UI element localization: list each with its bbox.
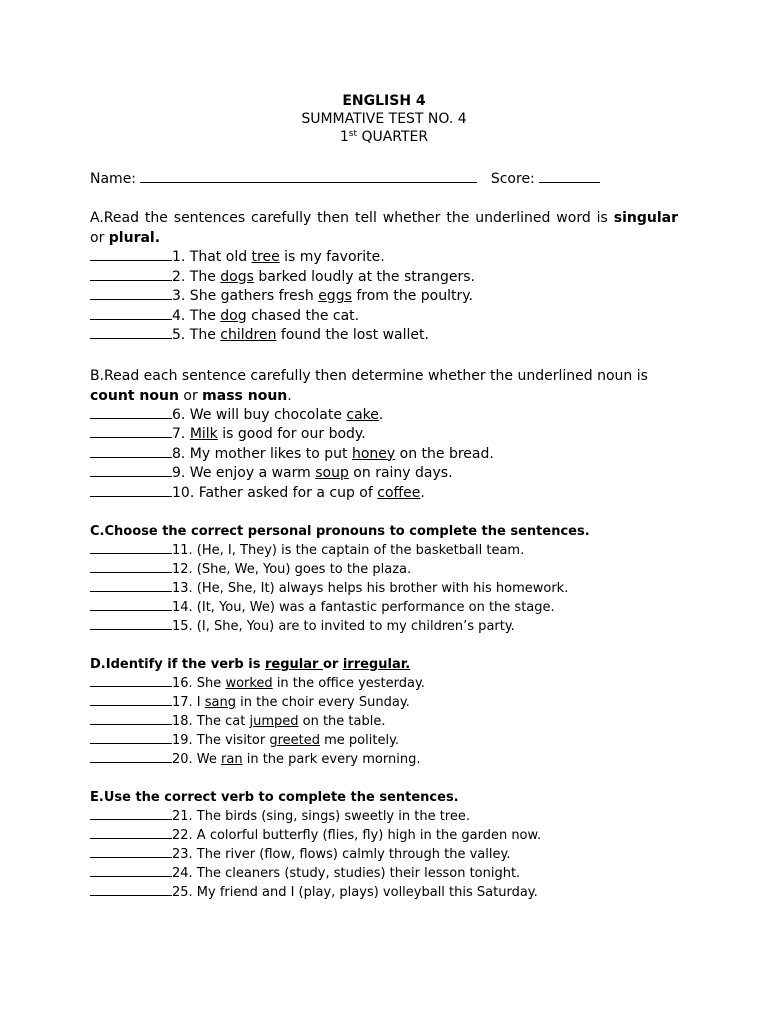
question [90,617,678,636]
underlined-word: Milk [189,426,218,442]
question-text: 10. Father asked for a cup of [172,484,378,501]
question-text: 25. My friend and I (play, plays) volleyball this Saturday. [172,885,538,900]
question-text: 24. The cleaners (study, studies) their lesson tonight. [172,866,521,881]
question-text: 22. A colorful butterfly (flies, fly) high in the garden now. [172,828,542,843]
test-page [90,92,678,902]
answer-blank[interactable] [90,326,172,339]
question-text: 21. The birds (sing, sings) sweetly in the tree. [172,809,470,824]
score-blank[interactable] [539,170,600,183]
test-header [90,92,678,146]
answer-blank[interactable] [90,484,172,497]
underlined-word: cake [346,406,379,423]
question-text: found the lost wallet. [276,327,429,343]
answer-blank[interactable] [90,287,172,300]
underlined-word: tree [251,249,280,265]
question-text: 19. The visitor [172,733,270,748]
section-b-opt2: mass noun [202,387,288,404]
question-text: 13. (He, She, It) always helps his brother with his homework. [172,581,569,596]
section-a-opt1: singular [613,210,678,226]
question [90,287,678,307]
answer-blank[interactable] [90,731,172,744]
question-text: is my favorite. [279,249,385,265]
question-text: in the park every morning. [242,752,421,767]
question-text: 7. [172,426,190,442]
question-text: in the choir every Sunday. [236,695,410,710]
quarter-number: 1 [339,129,349,145]
underlined-word: soup [315,465,349,481]
section-b [90,366,678,504]
question-text: in the office yesterday. [272,676,425,691]
underlined-word: worked [225,676,273,691]
underlined-word: coffee [377,484,421,501]
question-text: . [378,406,384,423]
question-text: from the poultry. [351,288,473,304]
answer-blank[interactable] [90,693,172,706]
section-b-end: . [287,387,292,404]
answer-blank[interactable] [90,598,172,611]
answer-blank[interactable] [90,464,172,477]
question [90,598,678,617]
quarter-label [90,128,678,146]
question [90,693,678,712]
underlined-word: children [220,327,277,343]
question-text: 3. She gathers fresh [172,288,319,304]
section-a-or: or [90,230,109,246]
underlined-word: honey [351,445,396,462]
question [90,712,678,731]
section-b-inst-text: B.Read each sentence carefully then determine whether the underlined noun is [90,367,648,384]
question [90,268,678,288]
question-text: me politely. [320,733,400,748]
section-e [90,789,678,902]
question [90,674,678,693]
question-text: barked loudly at the strangers. [253,268,475,285]
section-d [90,656,678,769]
question-text: chased the cat. [246,307,360,324]
question-text: 6. We will buy chocolate [172,406,347,423]
answer-blank[interactable] [90,406,172,419]
question-text: 17. I [172,695,205,710]
answer-blank[interactable] [90,807,172,820]
answer-blank[interactable] [90,750,172,763]
question-text: 1. That old [172,249,252,265]
question [90,464,678,484]
question-text: 12. (She, We, You) goes to the plaza. [172,562,412,577]
section-c-instruction: C.Choose the correct personal pronouns to complete the sentences. [90,524,590,539]
answer-blank[interactable] [90,248,172,261]
question [90,883,678,902]
answer-blank[interactable] [90,617,172,630]
section-d-instruction [90,656,678,674]
question [90,579,678,598]
question-text: on rainy days. [348,465,453,481]
underlined-word: greeted [269,733,320,748]
quarter-suffix: st [348,129,357,139]
answer-blank[interactable] [90,845,172,858]
question-text: 18. The cat [172,714,250,729]
section-d-opt1: regular [264,657,323,672]
section-a-opt2: plural. [108,230,161,246]
answer-blank[interactable] [90,864,172,877]
question-text: on the bread. [395,445,494,462]
question [90,484,678,504]
question-text: is good for our body. [217,426,366,442]
question-text: 2. The [172,268,221,285]
section-a [90,208,678,346]
question [90,326,678,346]
underlined-word: dog [220,307,247,324]
answer-blank[interactable] [90,560,172,573]
answer-blank[interactable] [90,883,172,896]
answer-blank[interactable] [90,579,172,592]
question [90,731,678,750]
question [90,445,678,465]
question [90,826,678,845]
question-text: 16. She [172,676,226,691]
question-text: 20. We [172,752,222,767]
answer-blank[interactable] [90,425,172,438]
section-d-opt2: irregular. [342,657,411,672]
answer-blank[interactable] [90,268,172,281]
score-label: Score: [490,171,535,187]
name-score-row [90,170,678,188]
answer-blank[interactable] [90,307,172,320]
underlined-word: sang [204,695,237,710]
question-text: 4. The [172,307,221,324]
question-text: 9. We enjoy a warm [172,465,316,481]
answer-blank[interactable] [90,674,172,687]
question [90,807,678,826]
answer-blank[interactable] [90,445,172,458]
section-e-instruction: E.Use the correct verb to complete the sentences. [90,790,459,805]
section-d-inst-text: D.Identify if the verb is [90,657,265,672]
question [90,248,678,268]
question-text: 14. (It, You, We) was a fantastic performance on the stage. [172,600,555,615]
question-text: 15. (I, She, You) are to invited to my children’s party. [172,619,515,634]
section-a-instruction [90,208,678,248]
question [90,406,678,426]
section-b-instruction [90,366,678,406]
question [90,541,678,560]
question-text: . [420,484,425,501]
question-text: 11. (He, I, They) is the captain of the basketball team. [172,543,525,558]
section-a-inst-text: A.Read the sentences carefully then tell whether the underlined word is [90,210,608,226]
section-b-or: or [178,387,203,404]
question-text: 5. The [172,327,221,343]
question [90,750,678,769]
question-text: 23. The river (flow, flows) calmly through the valley. [172,847,511,862]
section-c [90,523,678,636]
underlined-word: dogs [220,268,254,285]
underlined-word: jumped [249,714,299,729]
section-d-or: or [322,657,343,672]
underlined-word: eggs [318,288,352,304]
test-subtitle: SUMMATIVE TEST NO. 4 [301,111,467,127]
question-text: 8. My mother likes to put [172,445,352,462]
question [90,425,678,445]
section-b-opt1: count noun [90,387,179,404]
question-text: on the table. [298,714,386,729]
answer-blank[interactable] [90,712,172,725]
question [90,560,678,579]
name-label: Name: [90,171,137,187]
answer-blank[interactable] [90,826,172,839]
question [90,845,678,864]
name-blank[interactable] [140,170,477,183]
answer-blank[interactable] [90,541,172,554]
question [90,864,678,883]
quarter-word: QUARTER [357,129,429,145]
question [90,307,678,327]
underlined-word: ran [221,752,243,767]
subject-title: ENGLISH 4 [342,93,426,109]
